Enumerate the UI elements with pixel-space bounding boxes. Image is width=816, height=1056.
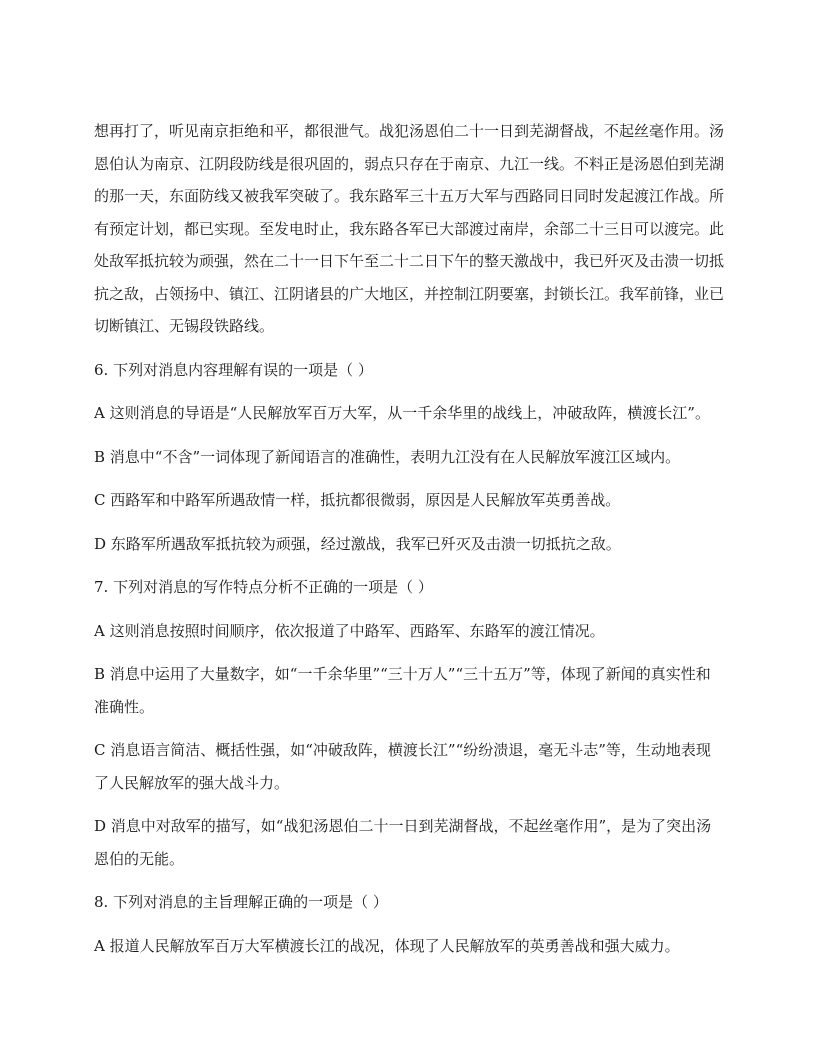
- option-b: B 消息中“不含”一词体现了新闻语言的准确性，表明九江没有在人民解放军渡江区域内。: [94, 447, 681, 466]
- question-stem: 6. 下列对消息内容理解有误的一项是（ ）: [94, 360, 373, 379]
- option-a: A 这则消息按照时间顺序，依次报道了中路军、西路军、东路军的渡江情况。: [94, 621, 605, 640]
- question-stem: 8. 下列对消息的主旨理解正确的一项是（ ）: [94, 893, 388, 911]
- question-6: [94, 354, 724, 561]
- option-c: C 消息语言简洁、概括性强，如“冲破敌阵，横渡长江”“纷纷溃退，毫无斗志”等，生动地表现了人民解放军的强大战斗力。: [94, 741, 711, 792]
- question-stem: 7. 下列对消息的写作特点分析不正确的一项是（ ）: [94, 578, 433, 596]
- question-8: [94, 886, 724, 962]
- option-a: A 这则消息的导语是“人民解放军百万大军，从一千余华里的战线上，冲破敌阵，横渡长江”。: [94, 404, 710, 422]
- option-a: A 报道人民解放军百万大军横渡长江的战况，体现了人民解放军的英勇善战和强大威力。: [94, 936, 680, 955]
- option-d: D 东路军所遇敌军抵抗较为顽强，经过激战，我军已歼灭及击溃一切抵抗之敌。: [94, 534, 621, 553]
- passage-paragraph: 想再打了，听见南京拒绝和平，都很泄气。战犯汤恩伯二十一日到芜湖督战，不起丝毫作用。汤恩伯认为南京、江阴段防线是很巩固的，弱点只存在于南京、九江一线。不料正是汤恩伯到芜湖的那一天，东面防线又被我军突破了。我东路军三十五万大军与西路同日同时发起渡江作战。所有预定计划，都已实现。至发电时止，我东路各军已大部渡过南岸，余部二十三日可以渡完。此处敌军抵抗较为顽强，然在二十一日下午至二十二日下午的整天激战中，我已歼灭及击溃一切抵抗之敌，占领扬中、镇江、江阴诸县的广大地区，并控制江阴要塞，封锁长江。我军前锋，业已切断镇江、无锡段铁路线。: [94, 122, 725, 335]
- option-d: D 消息中对敌军的描写，如“战犯汤恩伯二十一日到芜湖督战，不起丝毫作用”，是为了突出汤恩伯的无能。: [94, 817, 712, 868]
- option-c: C 西路军和中路军所遇敌情一样，抵抗都很微弱，原因是人民解放军英勇善战。: [94, 491, 621, 509]
- document-page: [94, 115, 724, 973]
- option-b: B 消息中运用了大量数字，如“一千余华里”“三十万人”“三十五万”等，体现了新闻的真实性和准确性。: [94, 665, 711, 716]
- question-7: [94, 571, 724, 875]
